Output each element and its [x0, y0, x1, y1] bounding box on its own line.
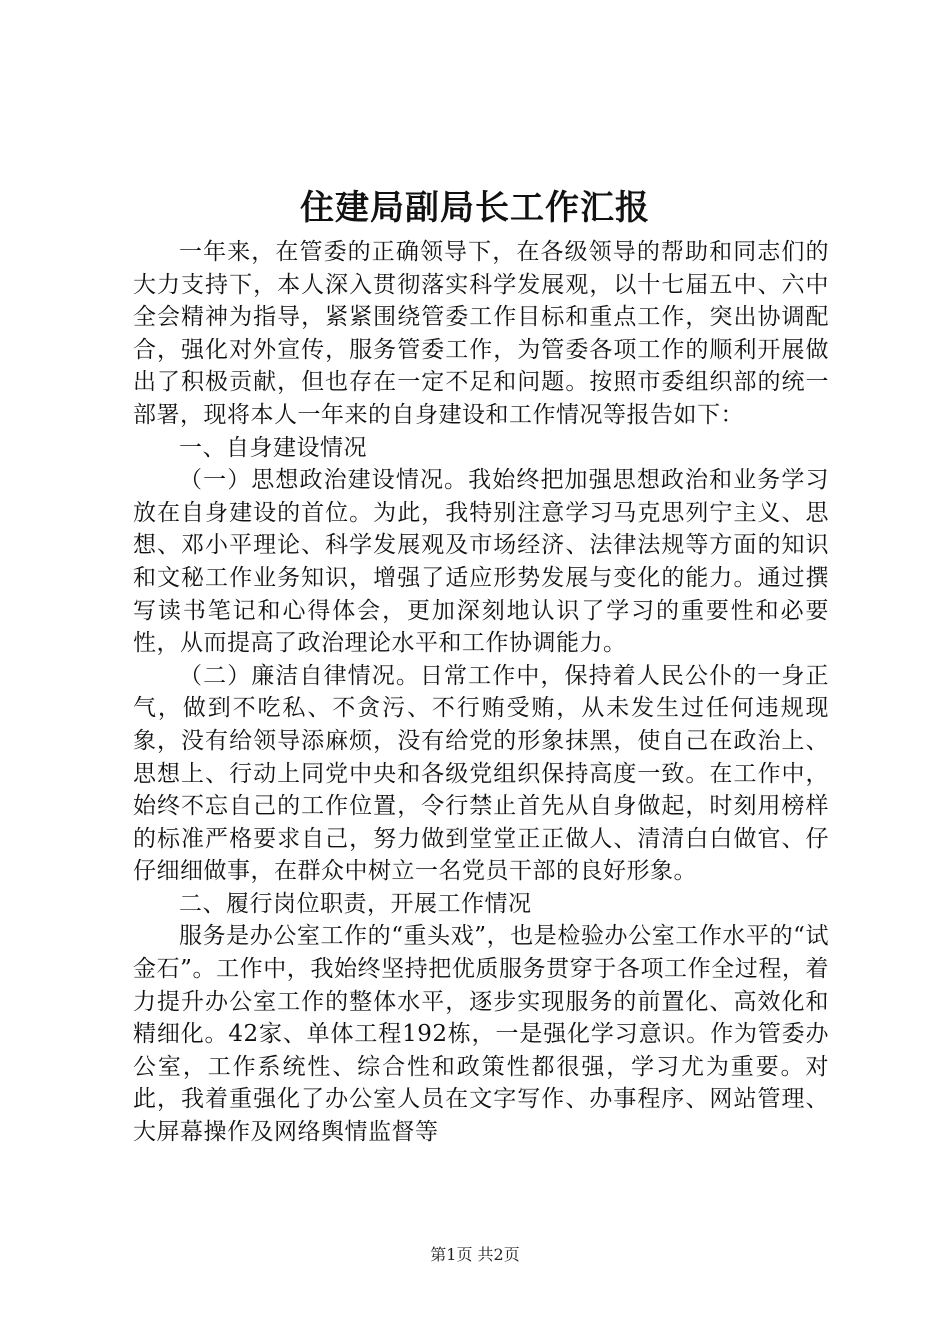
intro-paragraph: 一年来，在管委的正确领导下，在各级领导的帮助和同志们的大力支持下，本人深入贯彻落实科学发展观，以十七届五中、六中全会精神为指导，紧紧围绕管委工作目标和重点工作，突出协调配合，强化对外宣传，服务管委工作，为管委各项工作的顺利开展做出了积极贡献，但也存在一定不足和问题。按照市委组织部的统一部署，现将本人一年来的自身建设和工作情况等报告如下：	[133, 239, 829, 428]
document-title: 住建局副局长工作汇报	[300, 188, 650, 228]
page-number-footer: 第1页 共2页	[430, 1245, 520, 1264]
subsection-paragraph-2: （二）廉洁自律情况。日常工作中，保持着人民公仆的一身正气，做到不吃私、不贪污、不行贿受贿，从未发生过任何违规现象，没有给领导添麻烦，没有给党的形象抹黑，使自己在政治上、思想上、行动上同党中央和各级党组织保持高度一致。在工作中，始终不忘自己的工作位置，令行禁止首先从自身做起，时刻用榜样的标准严格要求自己，努力做到堂堂正正做人、清清白白做官、仔仔细细做事，在群众中树立一名党员干部的良好形象。	[133, 662, 829, 885]
section-heading-1: 一、自身建设情况	[179, 434, 367, 461]
section-2-paragraph: 服务是办公室工作的“重头戏”，也是检验办公室工作水平的“试金石”。工作中，我始终坚持把优质服务贯穿于各项工作全过程，着力提升办公室工作的整体水平，逐步实现服务的前置化、高效化和精细化。42家、单体工程192栋，一是强化学习意识。作为管委办公室，工作系统性、综合性和政策性都很强，学习尤为重要。对此，我着重强化了办公室人员在文字写作、办事程序、网站管理、大屏幕操作及网络舆情监督等	[133, 923, 829, 1146]
section-heading-2: 二、履行岗位职责，开展工作情况	[179, 890, 532, 917]
subsection-paragraph-1: （一）思想政治建设情况。我始终把加强思想政治和业务学习放在自身建设的首位。为此，我特别注意学习马克思列宁主义、思想、邓小平理论、科学发展观及市场经济、法律法规等方面的知识和文秘工作业务知识，增强了适应形势发展与变化的能力。通过撰写读书笔记和心得体会，更加深刻地认识了学习的重要性和必要性，从而提高了政治理论水平和工作协调能力。	[133, 467, 829, 657]
document-body	[133, 236, 829, 1149]
